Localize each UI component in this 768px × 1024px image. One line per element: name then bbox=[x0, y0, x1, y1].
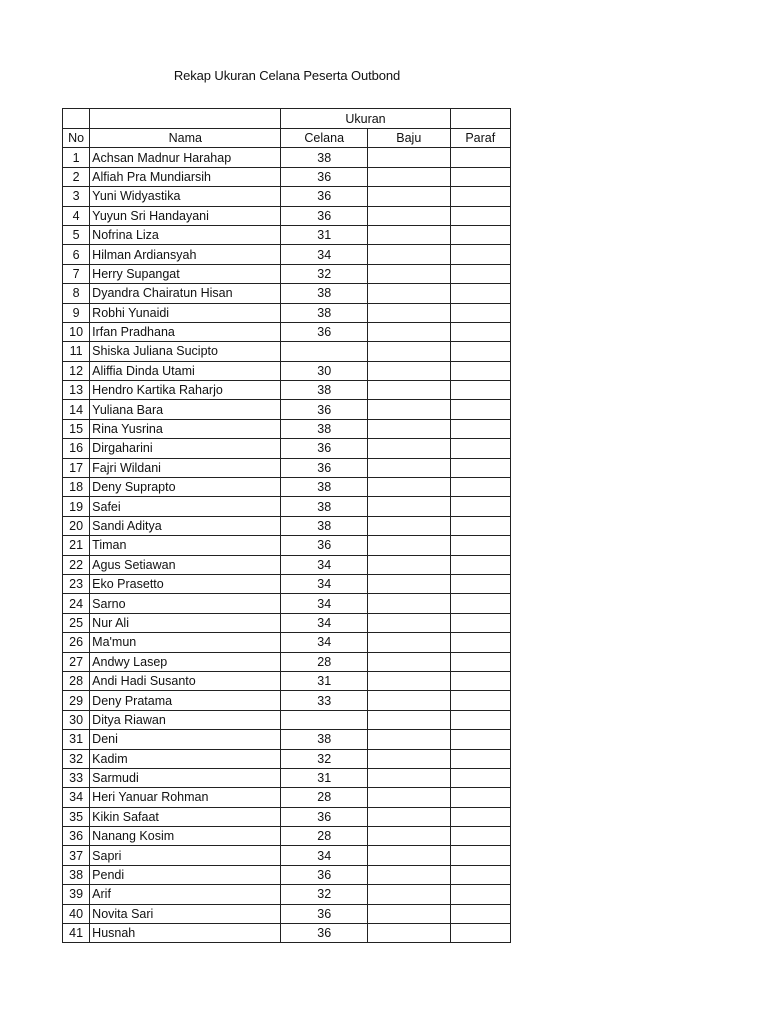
signature-cell bbox=[450, 245, 510, 264]
row-number: 20 bbox=[63, 516, 90, 535]
shirt-size bbox=[368, 497, 451, 516]
participant-name: Deni bbox=[90, 730, 281, 749]
shirt-size bbox=[368, 924, 451, 943]
header-paraf-top bbox=[450, 109, 510, 129]
shirt-size bbox=[368, 846, 451, 865]
shirt-size bbox=[368, 827, 451, 846]
participant-name: Pendi bbox=[90, 865, 281, 884]
pants-size: 36 bbox=[281, 439, 368, 458]
pants-size: 38 bbox=[281, 497, 368, 516]
participant-name: Safei bbox=[90, 497, 281, 516]
signature-cell bbox=[450, 827, 510, 846]
table-row bbox=[63, 225, 511, 244]
signature-cell bbox=[450, 574, 510, 593]
shirt-size bbox=[368, 303, 451, 322]
row-number: 8 bbox=[63, 284, 90, 303]
participant-name: Hilman Ardiansyah bbox=[90, 245, 281, 264]
signature-cell bbox=[450, 788, 510, 807]
pants-size: 36 bbox=[281, 322, 368, 341]
participant-name: Dyandra Chairatun Hisan bbox=[90, 284, 281, 303]
signature-cell bbox=[450, 730, 510, 749]
signature-cell bbox=[450, 536, 510, 555]
table-row bbox=[63, 613, 511, 632]
participant-name: Dirgaharini bbox=[90, 439, 281, 458]
shirt-size bbox=[368, 322, 451, 341]
header-nama: Nama bbox=[90, 129, 281, 148]
pants-size: 32 bbox=[281, 885, 368, 904]
shirt-size bbox=[368, 652, 451, 671]
shirt-size bbox=[368, 671, 451, 690]
pants-size: 38 bbox=[281, 284, 368, 303]
row-number: 26 bbox=[63, 633, 90, 652]
pants-size: 31 bbox=[281, 768, 368, 787]
participant-name: Sapri bbox=[90, 846, 281, 865]
participant-name: Sarno bbox=[90, 594, 281, 613]
table-row bbox=[63, 400, 511, 419]
shirt-size bbox=[368, 613, 451, 632]
table-row bbox=[63, 516, 511, 535]
table-row bbox=[63, 710, 511, 729]
pants-size: 36 bbox=[281, 807, 368, 826]
participant-name: Arif bbox=[90, 885, 281, 904]
pants-size: 38 bbox=[281, 516, 368, 535]
row-number: 6 bbox=[63, 245, 90, 264]
row-number: 12 bbox=[63, 361, 90, 380]
shirt-size bbox=[368, 245, 451, 264]
pants-size: 36 bbox=[281, 904, 368, 923]
pants-size: 36 bbox=[281, 187, 368, 206]
table-row bbox=[63, 865, 511, 884]
participant-name: Rina Yusrina bbox=[90, 419, 281, 438]
participant-name: Deny Pratama bbox=[90, 691, 281, 710]
participant-name: Irfan Pradhana bbox=[90, 322, 281, 341]
pants-size: 31 bbox=[281, 671, 368, 690]
pants-size: 38 bbox=[281, 419, 368, 438]
row-number: 15 bbox=[63, 419, 90, 438]
shirt-size bbox=[368, 865, 451, 884]
table-row bbox=[63, 439, 511, 458]
row-number: 25 bbox=[63, 613, 90, 632]
row-number: 39 bbox=[63, 885, 90, 904]
participant-name: Andwy Lasep bbox=[90, 652, 281, 671]
pants-size: 28 bbox=[281, 788, 368, 807]
document-title: Rekap Ukuran Celana Peserta Outbond bbox=[173, 68, 401, 83]
row-number: 7 bbox=[63, 264, 90, 283]
pants-size: 36 bbox=[281, 865, 368, 884]
pants-size bbox=[281, 710, 368, 729]
header-nama-top bbox=[90, 109, 281, 129]
table-row bbox=[63, 497, 511, 516]
participant-name: Yuyun Sri Handayani bbox=[90, 206, 281, 225]
pants-size: 28 bbox=[281, 652, 368, 671]
header-no-top bbox=[63, 109, 90, 129]
participant-name: Shiska Juliana Sucipto bbox=[90, 342, 281, 361]
participant-name: Robhi Yunaidi bbox=[90, 303, 281, 322]
row-number: 32 bbox=[63, 749, 90, 768]
signature-cell bbox=[450, 284, 510, 303]
participant-name: Novita Sari bbox=[90, 904, 281, 923]
signature-cell bbox=[450, 633, 510, 652]
shirt-size bbox=[368, 536, 451, 555]
header-no: No bbox=[63, 129, 90, 148]
shirt-size bbox=[368, 400, 451, 419]
row-number: 23 bbox=[63, 574, 90, 593]
pants-size: 38 bbox=[281, 381, 368, 400]
participant-name: Kadim bbox=[90, 749, 281, 768]
participant-name: Herry Supangat bbox=[90, 264, 281, 283]
pants-size: 36 bbox=[281, 924, 368, 943]
shirt-size bbox=[368, 439, 451, 458]
signature-cell bbox=[450, 478, 510, 497]
shirt-size bbox=[368, 206, 451, 225]
table-row bbox=[63, 827, 511, 846]
table-row bbox=[63, 148, 511, 167]
participant-name: Sandi Aditya bbox=[90, 516, 281, 535]
pants-size: 36 bbox=[281, 536, 368, 555]
table-row bbox=[63, 807, 511, 826]
signature-cell bbox=[450, 652, 510, 671]
signature-cell bbox=[450, 400, 510, 419]
shirt-size bbox=[368, 187, 451, 206]
pants-size: 28 bbox=[281, 827, 368, 846]
table-row bbox=[63, 691, 511, 710]
shirt-size bbox=[368, 361, 451, 380]
signature-cell bbox=[450, 342, 510, 361]
pants-size: 36 bbox=[281, 400, 368, 419]
table-row bbox=[63, 245, 511, 264]
signature-cell bbox=[450, 924, 510, 943]
size-recap-table bbox=[62, 108, 511, 943]
pants-size: 36 bbox=[281, 458, 368, 477]
row-number: 1 bbox=[63, 148, 90, 167]
row-number: 19 bbox=[63, 497, 90, 516]
signature-cell bbox=[450, 613, 510, 632]
participant-name: Eko Prasetto bbox=[90, 574, 281, 593]
participant-name: Achsan Madnur Harahap bbox=[90, 148, 281, 167]
pants-size: 31 bbox=[281, 225, 368, 244]
table-row bbox=[63, 206, 511, 225]
shirt-size bbox=[368, 458, 451, 477]
row-number: 3 bbox=[63, 187, 90, 206]
table-row bbox=[63, 555, 511, 574]
shirt-size bbox=[368, 264, 451, 283]
shirt-size bbox=[368, 284, 451, 303]
table-row bbox=[63, 284, 511, 303]
table-row bbox=[63, 381, 511, 400]
row-number: 11 bbox=[63, 342, 90, 361]
shirt-size bbox=[368, 691, 451, 710]
participant-name: Agus Setiawan bbox=[90, 555, 281, 574]
row-number: 5 bbox=[63, 225, 90, 244]
row-number: 14 bbox=[63, 400, 90, 419]
signature-cell bbox=[450, 361, 510, 380]
signature-cell bbox=[450, 691, 510, 710]
table-row bbox=[63, 885, 511, 904]
pants-size: 38 bbox=[281, 730, 368, 749]
row-number: 29 bbox=[63, 691, 90, 710]
signature-cell bbox=[450, 904, 510, 923]
header-celana: Celana bbox=[281, 129, 368, 148]
pants-size: 36 bbox=[281, 206, 368, 225]
shirt-size bbox=[368, 516, 451, 535]
pants-size bbox=[281, 342, 368, 361]
table-row bbox=[63, 749, 511, 768]
pants-size: 34 bbox=[281, 613, 368, 632]
row-number: 16 bbox=[63, 439, 90, 458]
shirt-size bbox=[368, 342, 451, 361]
row-number: 28 bbox=[63, 671, 90, 690]
signature-cell bbox=[450, 264, 510, 283]
signature-cell bbox=[450, 381, 510, 400]
participant-name: Heri Yanuar Rohman bbox=[90, 788, 281, 807]
pants-size: 38 bbox=[281, 478, 368, 497]
table-row bbox=[63, 924, 511, 943]
signature-cell bbox=[450, 768, 510, 787]
participant-name: Nofrina Liza bbox=[90, 225, 281, 244]
header-row-top bbox=[63, 109, 511, 129]
signature-cell bbox=[450, 885, 510, 904]
header-paraf: Paraf bbox=[450, 129, 510, 148]
participant-name: Andi Hadi Susanto bbox=[90, 671, 281, 690]
row-number: 2 bbox=[63, 167, 90, 186]
row-number: 18 bbox=[63, 478, 90, 497]
participant-name: Alfiah Pra Mundiarsih bbox=[90, 167, 281, 186]
shirt-size bbox=[368, 730, 451, 749]
table-row bbox=[63, 904, 511, 923]
row-number: 30 bbox=[63, 710, 90, 729]
row-number: 33 bbox=[63, 768, 90, 787]
row-number: 13 bbox=[63, 381, 90, 400]
row-number: 10 bbox=[63, 322, 90, 341]
pants-size: 30 bbox=[281, 361, 368, 380]
participant-name: Ditya Riawan bbox=[90, 710, 281, 729]
shirt-size bbox=[368, 788, 451, 807]
table-row bbox=[63, 342, 511, 361]
header-baju: Baju bbox=[368, 129, 451, 148]
participant-name: Nanang Kosim bbox=[90, 827, 281, 846]
participant-name: Ma'mun bbox=[90, 633, 281, 652]
row-number: 31 bbox=[63, 730, 90, 749]
pants-size: 38 bbox=[281, 148, 368, 167]
pants-size: 32 bbox=[281, 749, 368, 768]
table-row bbox=[63, 187, 511, 206]
signature-cell bbox=[450, 671, 510, 690]
participant-name: Aliffia Dinda Utami bbox=[90, 361, 281, 380]
table-row bbox=[63, 788, 511, 807]
pants-size: 32 bbox=[281, 264, 368, 283]
participant-name: Yuni Widyastika bbox=[90, 187, 281, 206]
signature-cell bbox=[450, 303, 510, 322]
signature-cell bbox=[450, 497, 510, 516]
pants-size: 34 bbox=[281, 555, 368, 574]
shirt-size bbox=[368, 710, 451, 729]
table-row bbox=[63, 303, 511, 322]
table-row bbox=[63, 536, 511, 555]
shirt-size bbox=[368, 749, 451, 768]
table-row bbox=[63, 730, 511, 749]
table-row bbox=[63, 167, 511, 186]
signature-cell bbox=[450, 187, 510, 206]
table-body bbox=[63, 148, 511, 943]
table-row bbox=[63, 574, 511, 593]
header-ukuran: Ukuran bbox=[281, 109, 450, 129]
row-number: 38 bbox=[63, 865, 90, 884]
shirt-size bbox=[368, 768, 451, 787]
row-number: 21 bbox=[63, 536, 90, 555]
signature-cell bbox=[450, 419, 510, 438]
row-number: 4 bbox=[63, 206, 90, 225]
row-number: 37 bbox=[63, 846, 90, 865]
row-number: 34 bbox=[63, 788, 90, 807]
row-number: 35 bbox=[63, 807, 90, 826]
participant-name: Husnah bbox=[90, 924, 281, 943]
participant-name: Nur Ali bbox=[90, 613, 281, 632]
pants-size: 34 bbox=[281, 846, 368, 865]
shirt-size bbox=[368, 574, 451, 593]
participant-name: Timan bbox=[90, 536, 281, 555]
shirt-size bbox=[368, 594, 451, 613]
signature-cell bbox=[450, 516, 510, 535]
participant-name: Fajri Wildani bbox=[90, 458, 281, 477]
pants-size: 34 bbox=[281, 574, 368, 593]
pants-size: 38 bbox=[281, 303, 368, 322]
pants-size: 34 bbox=[281, 594, 368, 613]
pants-size: 34 bbox=[281, 245, 368, 264]
participant-name: Deny Suprapto bbox=[90, 478, 281, 497]
participant-name: Hendro Kartika Raharjo bbox=[90, 381, 281, 400]
table-row bbox=[63, 594, 511, 613]
signature-cell bbox=[450, 555, 510, 574]
table-row bbox=[63, 419, 511, 438]
signature-cell bbox=[450, 225, 510, 244]
table-row bbox=[63, 458, 511, 477]
row-number: 17 bbox=[63, 458, 90, 477]
table-row bbox=[63, 264, 511, 283]
participant-name: Sarmudi bbox=[90, 768, 281, 787]
signature-cell bbox=[450, 167, 510, 186]
signature-cell bbox=[450, 148, 510, 167]
pants-size: 33 bbox=[281, 691, 368, 710]
pants-size: 36 bbox=[281, 167, 368, 186]
shirt-size bbox=[368, 555, 451, 574]
table-row bbox=[63, 768, 511, 787]
signature-cell bbox=[450, 846, 510, 865]
shirt-size bbox=[368, 167, 451, 186]
signature-cell bbox=[450, 322, 510, 341]
shirt-size bbox=[368, 807, 451, 826]
shirt-size bbox=[368, 885, 451, 904]
signature-cell bbox=[450, 865, 510, 884]
signature-cell bbox=[450, 458, 510, 477]
table-row bbox=[63, 671, 511, 690]
row-number: 27 bbox=[63, 652, 90, 671]
row-number: 36 bbox=[63, 827, 90, 846]
signature-cell bbox=[450, 439, 510, 458]
row-number: 40 bbox=[63, 904, 90, 923]
table-row bbox=[63, 361, 511, 380]
participant-name: Yuliana Bara bbox=[90, 400, 281, 419]
header-row-bottom bbox=[63, 129, 511, 148]
shirt-size bbox=[368, 225, 451, 244]
table-row bbox=[63, 652, 511, 671]
row-number: 41 bbox=[63, 924, 90, 943]
signature-cell bbox=[450, 710, 510, 729]
table-row bbox=[63, 846, 511, 865]
shirt-size bbox=[368, 478, 451, 497]
shirt-size bbox=[368, 419, 451, 438]
signature-cell bbox=[450, 749, 510, 768]
row-number: 22 bbox=[63, 555, 90, 574]
table-row bbox=[63, 322, 511, 341]
row-number: 9 bbox=[63, 303, 90, 322]
pants-size: 34 bbox=[281, 633, 368, 652]
participant-name: Kikin Safaat bbox=[90, 807, 281, 826]
table-row bbox=[63, 478, 511, 497]
shirt-size bbox=[368, 148, 451, 167]
shirt-size bbox=[368, 904, 451, 923]
row-number: 24 bbox=[63, 594, 90, 613]
signature-cell bbox=[450, 807, 510, 826]
signature-cell bbox=[450, 206, 510, 225]
signature-cell bbox=[450, 594, 510, 613]
table-row bbox=[63, 633, 511, 652]
shirt-size bbox=[368, 633, 451, 652]
shirt-size bbox=[368, 381, 451, 400]
